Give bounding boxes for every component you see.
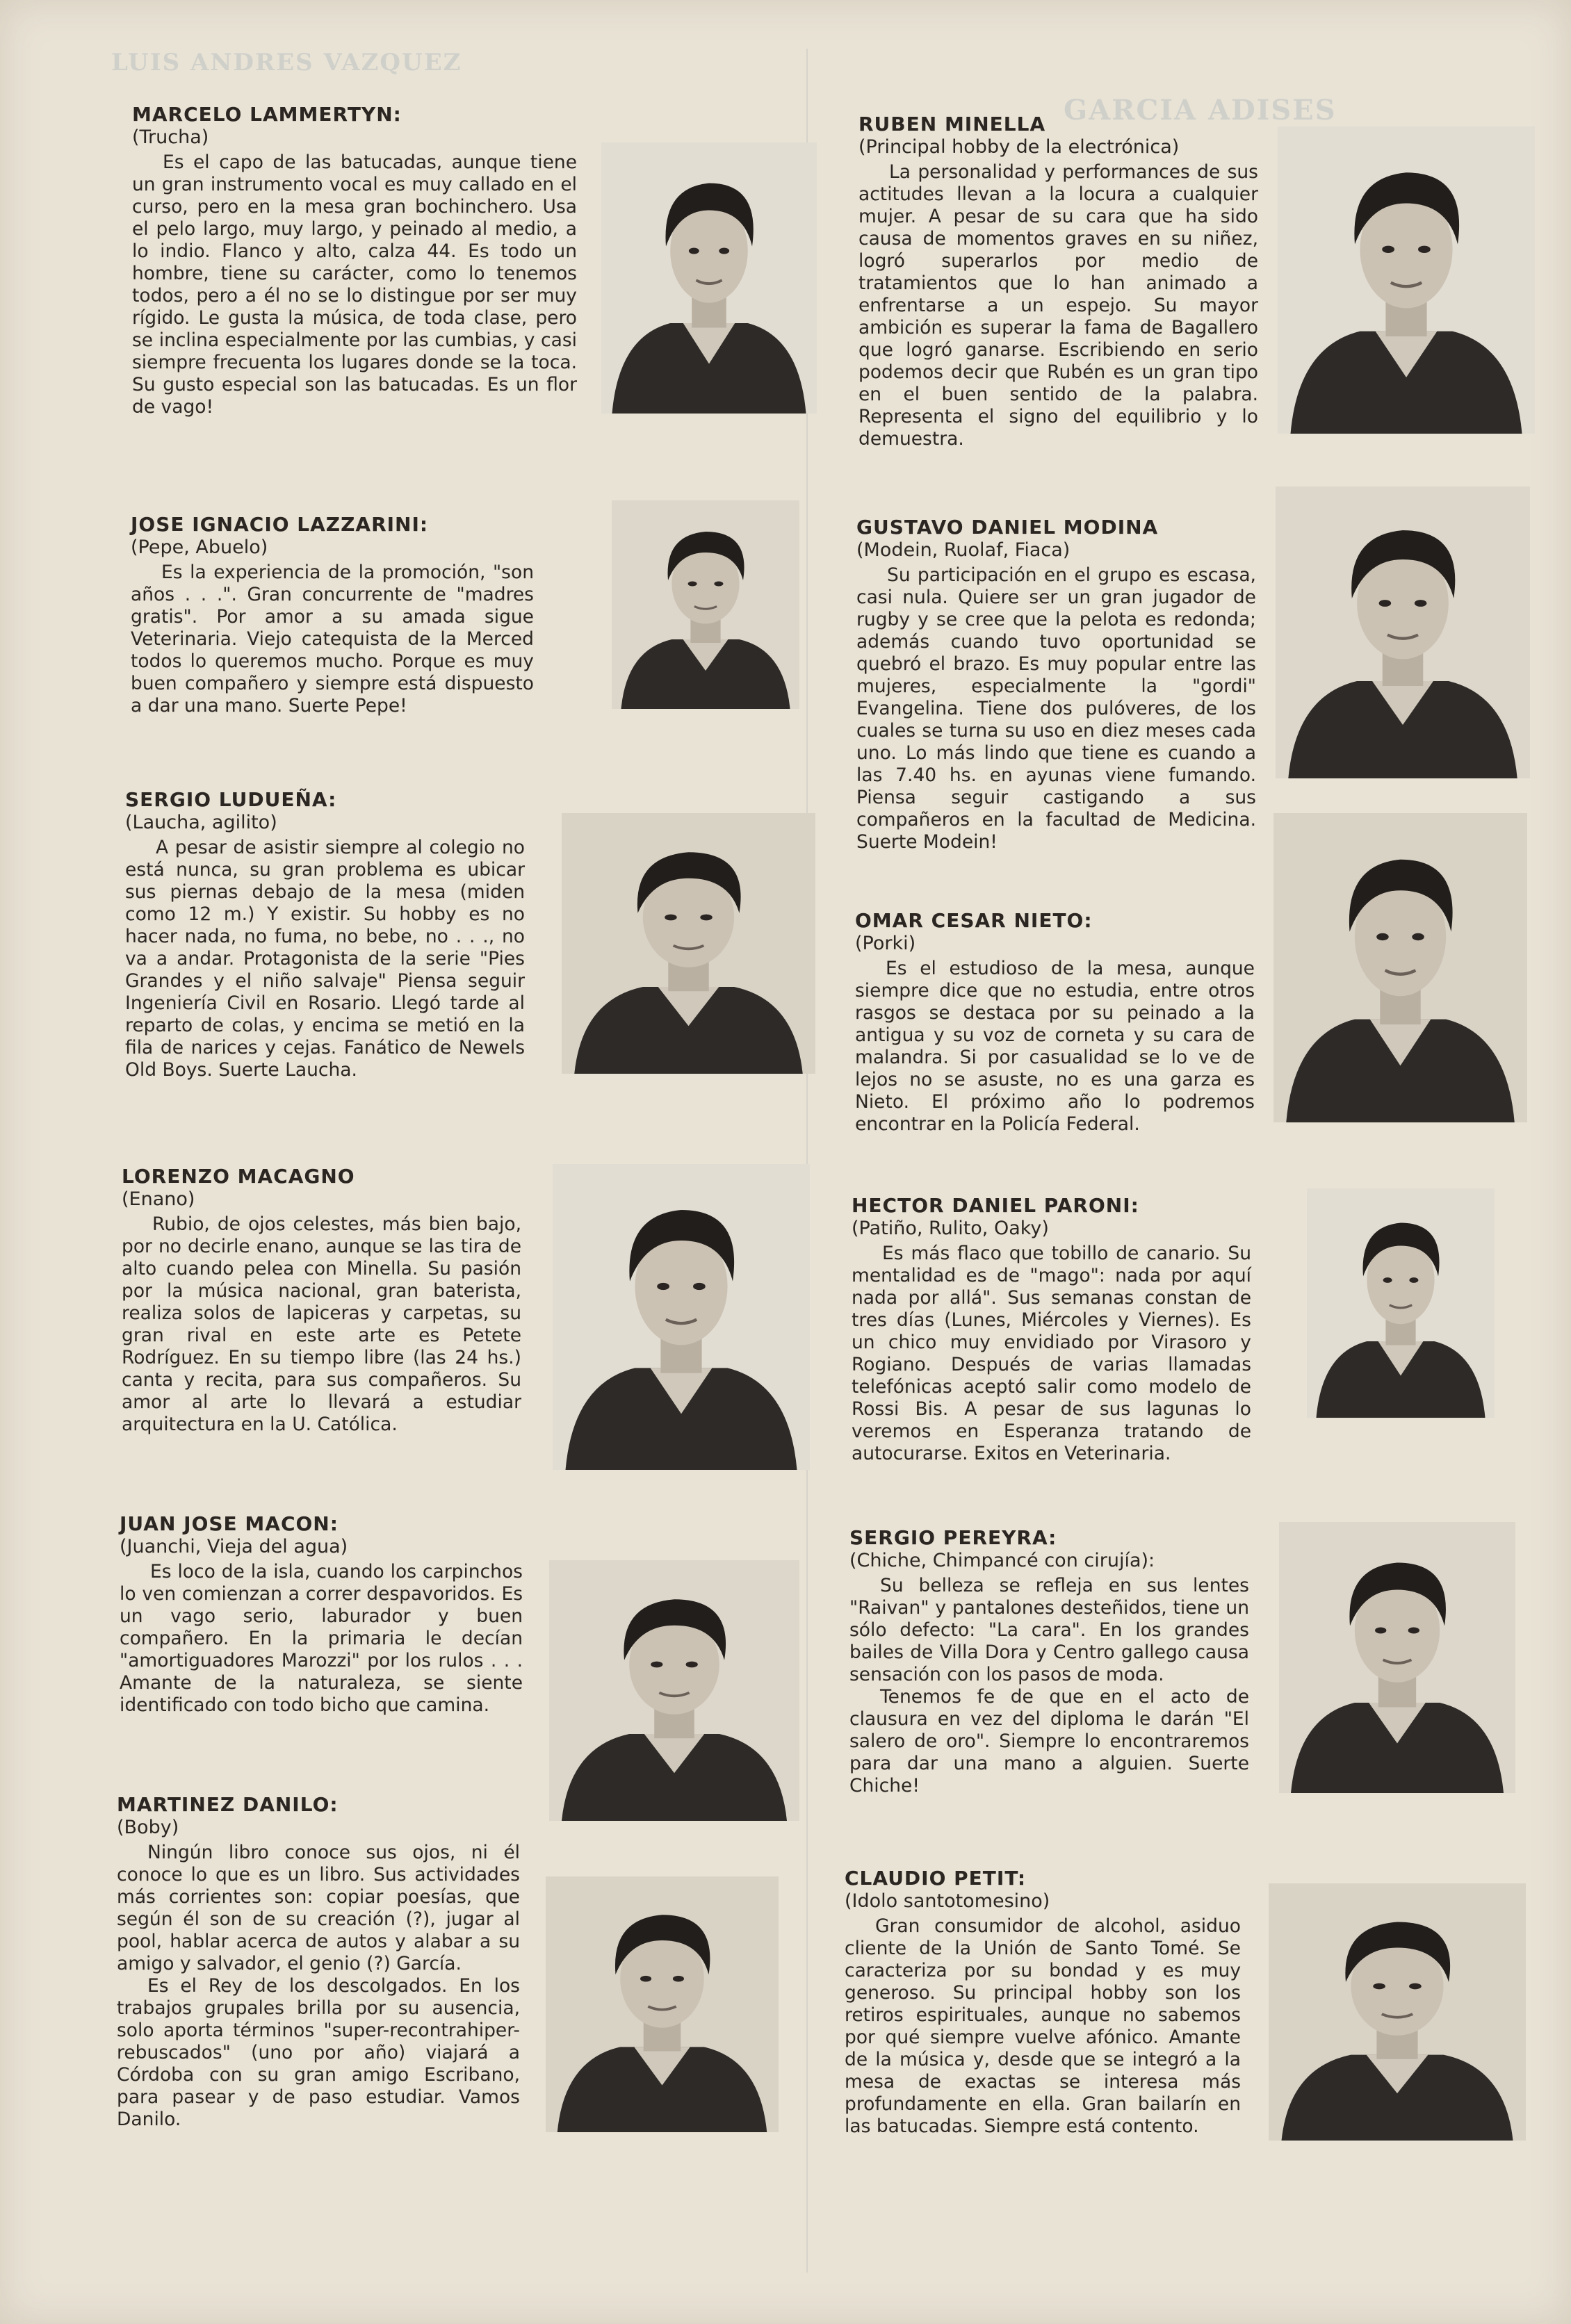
portrait-paroni	[1307, 1188, 1495, 1418]
entry-nickname: (Pepe, Abuelo)	[131, 537, 268, 558]
portrait-illustration	[553, 1164, 810, 1470]
entry-nickname: (Idolo santotomesino)	[845, 1890, 1050, 1912]
entry-nickname: (Patiño, Rulito, Oaky)	[852, 1218, 1049, 1239]
portrait-minella	[1278, 126, 1535, 434]
entry-nickname: (Chiche, Chimpancé con cirujía):	[849, 1550, 1155, 1571]
entry-name: OMAR CESAR NIETO:	[855, 909, 1093, 932]
entry-name: JUAN JOSE MACON:	[120, 1512, 339, 1535]
portrait-macon	[549, 1560, 799, 1821]
portrait-illustration	[612, 500, 799, 709]
entry-text: Es la experiencia de la promoción, "son años . . .". Gran concurrente de "madres gratis". Por amor a su amada sigue Veterinaria. Viejo catequista de la Merced todos lo queremos mucho. Porque es muy buen compañero y siempre está dispuesto a dar una mano. Suerte Pepe!	[131, 562, 534, 717]
portrait-illustration	[1278, 126, 1535, 434]
bleed-through-heading-left: LUIS ANDRES VAZQUEZ	[111, 49, 462, 76]
entry-petit	[845, 1867, 1241, 2138]
portrait-luduena	[562, 813, 815, 1074]
bleed-through-heading-right: GARCIA ADISES	[1064, 94, 1337, 126]
portrait-illustration	[1307, 1188, 1495, 1418]
entry-nickname: (Porki)	[855, 933, 916, 954]
entry-paroni	[852, 1194, 1251, 1465]
entry-nieto	[855, 909, 1255, 1136]
entry-text: Es más flaco que tobillo de canario. Su mentalidad es de "mago": nada por aquí nada por allá". Sus semanas constan de tres días (Lunes, Miércoles y Viernes). Es un chico muy envidiado por Virasoro y Rogiano. Después de varias llamadas telefónicas aceptó salir como modelo de Rossi Bis. A pesar de sus lagunas lo veremos en Esperanza tratando de autocurarse. Exitos en Veterinaria.	[852, 1243, 1251, 1464]
entry-nickname: (Enano)	[122, 1188, 195, 1210]
portrait-illustration	[1273, 813, 1527, 1122]
entry-nickname: (Trucha)	[132, 126, 209, 148]
entry-name: LORENZO MACAGNO	[122, 1165, 355, 1188]
entry-text: Ningún libro conoce sus ojos, ni él conoce lo que es un libro. Sus actividades más corrientes son: copiar poesías, que según él son de su creación (?), jugar al pool, hablar acerca de autos y alabar a su amigo y salvador, el genio (?) García.	[117, 1842, 520, 1974]
portrait-martinez	[546, 1876, 779, 2132]
portrait-macagno	[553, 1164, 810, 1470]
entry-modina	[856, 516, 1256, 853]
entry-name: SERGIO PEREYRA:	[849, 1526, 1057, 1549]
entry-text: Es el estudioso de la mesa, aunque siempre dice que no estudia, entre otros rasgos se destaca por su peinado a la antigua y su voz de corneta y su cara de malandra. Si por casualidad se lo ve de lejos no se asuste, no es una garza es Nieto. El próximo año lo podremos encontrar en la Policía Federal.	[855, 958, 1255, 1135]
portrait-illustration	[549, 1560, 799, 1821]
entry-nickname: (Juanchi, Vieja del agua)	[120, 1536, 348, 1557]
entry-text: La personalidad y performances de sus actitudes llevan a la locura a cualquier mujer. A pesar de su cara que ha sido causa de momentos graves en su niñez, logró superarlos por medio de tratamientos que lo han animado a enfrentarse a un espejo. Su mayor ambición es superar la fama de Bagallero que logró ganarse. Escribiendo en serio podemos decir que Rubén es un gran tipo en el buen sentido de la palabra. Representa el signo del equilibrio y lo demuestra.	[858, 161, 1258, 450]
entry-luduena	[125, 788, 525, 1081]
portrait-illustration	[1279, 1522, 1515, 1793]
entry-text: Es el Rey de los descolgados. En los trabajos grupales brilla por su ausencia, solo aporta términos "super-recontrahiper-rebuscados" (uno por año) viajará a Córdoba con su gran amigo Escribano, para pasear y de paso estudiar. Vamos Danilo.	[117, 1975, 520, 2130]
portrait-illustration	[1276, 486, 1530, 778]
entry-text: Es loco de la isla, cuando los carpinchos lo ven comienzan a correr despavoridos. Es un vago serio, laburador y buen compañero. En la primaria le decían "amortiguadores Marozzi" por los rulos . . . Amante de la naturaleza, se siente identificado con todo bicho que camina.	[120, 1561, 523, 1716]
entry-nickname: (Laucha, agilito)	[125, 812, 277, 833]
entry-name: GUSTAVO DANIEL MODINA	[856, 516, 1159, 539]
entry-martinez	[117, 1793, 520, 2131]
entry-name: SERGIO LUDUEÑA:	[125, 788, 337, 811]
portrait-illustration	[1269, 1883, 1526, 2141]
entry-lazzarini	[131, 513, 534, 717]
entry-text: Gran consumidor de alcohol, asiduo cliente de la Unión de Santo Tomé. Se caracteriza por su bondad y es muy generoso. Su principal hobby son los retiros espirituales, aunque no sabemos por qué siempre vuelve afónico. Amante de la música y, desde que se integró a la mesa de exactas se interesa más profundamente en ella. Gran bailarín en las batucadas. Siempre está contento.	[845, 1915, 1241, 2137]
entry-text: Rubio, de ojos celestes, más bien bajo, por no decirle enano, aunque se las tira de alto cuando pelea con Minella. Su pasión por la música nacional, gran baterista, realiza solos de lapiceras y carpetas, su gran rival en este arte es Petete Rodríguez. En su tiempo libre (las 24 hs.) canta y recita, para sus compañeros. Su amor al arte lo llevará a estudiar arquitectura en la U. Católica.	[122, 1213, 521, 1435]
entry-nickname: (Modein, Ruolaf, Fiaca)	[856, 539, 1071, 561]
entry-nickname: (Principal hobby de la electrónica)	[858, 136, 1180, 158]
entry-text: Es el capo de las batucadas, aunque tiene un gran instrumento vocal es muy callado en el curso, pero en la mesa gran bochinchero. Usa el pelo largo, muy largo, y peinado al medio, a lo indio. Flanco y alto, calza 44. Es todo un hombre, tiene su carácter, como lo tenemos todos, pero a él no se lo distingue por ser muy rígido. Le gusta la música, de toda clase, pero se inclina especialmente por las cumbias, y casi siempre frecuenta los lugares donde se la toca. Su gusto especial son las batucadas. Es un flor de vago!	[132, 152, 577, 418]
entry-name: RUBEN MINELLA	[858, 113, 1046, 136]
entry-text: Tenemos fe de que en el acto de clausura en vez del diploma le darán "El salero de oro". Siempre lo encontraremos para dar una mano a alguien. Suerte Chiche!	[849, 1686, 1249, 1797]
portrait-nieto	[1273, 813, 1527, 1122]
portrait-modina	[1276, 486, 1530, 778]
portrait-illustration	[546, 1876, 779, 2132]
entry-name: MARCELO LAMMERTYN:	[132, 103, 402, 126]
entry-nickname: (Boby)	[117, 1817, 179, 1838]
entry-pereyra	[849, 1526, 1249, 1797]
entry-macon	[120, 1512, 523, 1717]
portrait-pereyra	[1279, 1522, 1515, 1793]
entry-macagno	[122, 1165, 521, 1436]
entry-text: A pesar de asistir siempre al colegio no está nunca, su gran problema es ubicar sus piernas debajo de la mesa (miden como 12 m.) Y existir. Su hobby es no hacer nada, no fuma, no bebe, no . . ., no va a andar. Protagonista de la serie "Pies Grandes y el niño salvaje" Piensa seguir Ingeniería Civil en Rosario. Llegó tarde al reparto de colas, y encima se metió en la fila de narices y cejas. Fanático de Newels Old Boys. Suerte Laucha.	[125, 837, 525, 1081]
portrait-illustration	[601, 142, 817, 414]
entry-name: JOSE IGNACIO LAZZARINI:	[131, 513, 429, 536]
entry-lammertyn	[132, 103, 577, 418]
entry-minella	[858, 113, 1258, 450]
portrait-petit	[1269, 1883, 1526, 2141]
portrait-lazzarini	[612, 500, 799, 709]
entry-name: HECTOR DANIEL PARONI:	[852, 1194, 1139, 1217]
portrait-illustration	[562, 813, 815, 1074]
entry-name: CLAUDIO PETIT:	[845, 1867, 1027, 1890]
entry-text: Su participación en el grupo es escasa, casi nula. Quiere ser un gran jugador de rugby y se cree que la pelota es redonda; además cuando tuvo oportunidad se quebró el brazo. Es muy popular entre las mujeres, especialmente la "gordi" Evangelina. Tiene dos pulóveres, de los cuales se turna su uso en diez meses cada uno. Lo más lindo que tiene es cuando a las 7.40 hs. en ayunas viene fumando. Piensa seguir castigando a sus compañeros en la facultad de Medicina. Suerte Modein!	[856, 564, 1256, 853]
entry-text: Su belleza se refleja en sus lentes "Raivan" y pantalones desteñidos, tiene un sólo defecto: "La cara". En los grandes bailes de Villa Dora y Centro gallego causa sensación con los pasos de moda.	[849, 1575, 1249, 1685]
portrait-lammertyn	[601, 142, 817, 414]
entry-name: MARTINEZ DANILO:	[117, 1793, 339, 1816]
